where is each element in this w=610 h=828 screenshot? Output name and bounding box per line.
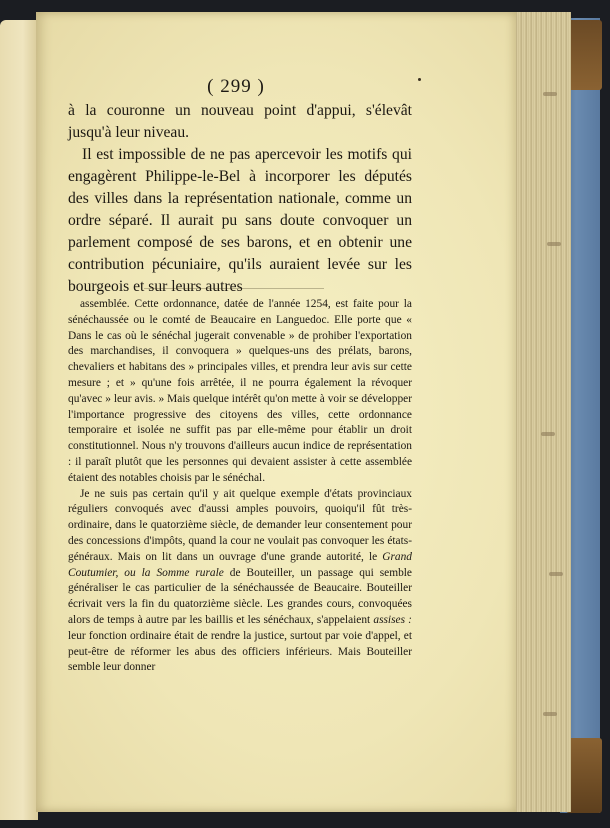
ink-spot [418, 78, 421, 81]
footnote-text: leur fonction ordinaire était de rendre la justice, surtout par voie d'appel, et peut-être de réformer les abus des officiers inférieurs. Mais Bouteiller semble leur donner [68, 629, 412, 674]
edge-mark [549, 572, 563, 576]
edge-mark [543, 712, 557, 716]
page-number: ( 299 ) [207, 76, 265, 97]
footnote-text: de Bouteiller, un passage qui semble généraliser le cas particulier de la sénéchaussée de Beaucaire. Bouteiller écrivait vers la fin du quatorzième siècle. Les grandes cours, convoquées alors de temps à autre par les baillis et les sénéchaux, s'appelaient [68, 566, 412, 626]
cover-corner-top [568, 20, 602, 90]
cover-corner-bottom [566, 738, 602, 813]
term: assises : [373, 613, 412, 626]
edge-mark [547, 242, 561, 246]
page [36, 12, 516, 812]
paragraph: à la couronne un nouveau point d'appui, s'élevât jusqu'à leur niveau. [68, 102, 412, 141]
paragraph: Il est impossible de ne pas apercevoir les motifs qui engagèrent Philippe-le-Bel à incorporer les députés des villes dans la représentation nationale, comme un ordre séparé. Il aurait pu sans doute convoquer un parlement composé de ses barons, et en obtenir une contribution pécuniaire, qu'ils auraient levée sur les bourgeois et sur leurs autres [68, 146, 412, 295]
footnote-paragraph [68, 487, 412, 677]
footnote-text: Je ne suis pas certain qu'il y ait quelque exemple d'états provinciaux réguliers convoqués avec d'aussi amples pouvoirs, quoiqu'il fût très-ordinaire, dans le quatorzième siècle, de demander leur consentement pour des concessions d'impôts, quand la cour ne voulait pas convoquer les états-généraux. Mais on lit dans un ouvrage d'une grande autorité, le [68, 487, 412, 563]
footnote-divider [144, 288, 324, 289]
footnote-paragraph: assemblée. Cette ordonnance, datée de l'année 1254, est faite pour la sénéchaussée ou le comté de Beaucaire en Languedoc. Elle porte que « Dans le cas où le sénéchal jugerait convenable » de prohiber l'exportation des marchandises, il convoquera » quelques-uns des prélats, barons, chevaliers et habitans des » principales villes, et prendra leur avis sur cette mesure ; et » qu'une fois arrêtée, il ne pourra également la révoquer qu'avec » leur avis. » Mais quelque intérêt qu'on mette à voir se développer l'importance progressive des citoyens des villes, cette ordonnance temporaire et isolée ne suffit pas par elle-même pour établir un droit constitutionnel. Nous n'y trouvons d'ailleurs aucun indice de représentation : il paraît plutôt que les personnes qui devaient assister à cette assemblée étaient des notables choisis par le sénéchal. [68, 298, 412, 484]
footnotes [68, 297, 412, 676]
main-text [68, 100, 412, 298]
edge-mark [541, 432, 555, 436]
book-title: Grand Coutumier, ou la Somme rurale [68, 550, 412, 579]
left-page-edge [0, 20, 38, 820]
edge-mark [543, 92, 557, 96]
page-edges [512, 12, 571, 812]
